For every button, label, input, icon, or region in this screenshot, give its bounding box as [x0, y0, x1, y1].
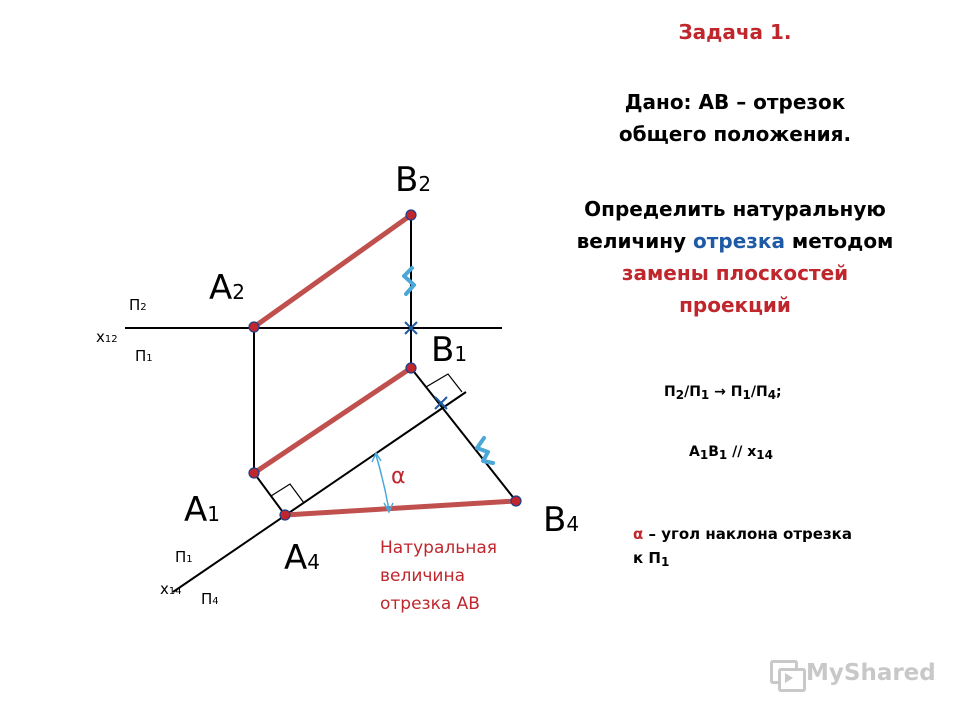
- segment-a1b1: [254, 368, 411, 473]
- formula1-a: П: [664, 384, 676, 400]
- task-line4: проекций: [679, 293, 791, 317]
- label-p4: [201, 590, 219, 608]
- label-p1-bottom-main: П: [175, 548, 187, 566]
- given-line2: общего положения.: [618, 122, 852, 146]
- label-p2-top-sub: 2: [140, 302, 147, 313]
- point-a2: [249, 322, 259, 332]
- link-line-a1-a4: [254, 473, 285, 515]
- true-length-line1: Натуральная: [380, 538, 498, 558]
- distance-squiggle-lower: [477, 438, 493, 463]
- task-line1: Определить натуральную: [584, 197, 886, 221]
- formula1-b: /П: [684, 384, 701, 400]
- label-p1-top-sub: 1: [146, 353, 153, 364]
- label-a4: [284, 538, 320, 578]
- label-a1: [184, 490, 220, 530]
- alpha-note-rest: – угол наклона отрезка: [643, 525, 852, 543]
- point-a1: [249, 468, 259, 478]
- label-x14-sub: 14: [168, 586, 182, 597]
- formula1-c-sub: 1: [742, 388, 751, 402]
- formula1-d-sub: 4: [767, 388, 777, 402]
- watermark-text: MyShared: [806, 660, 936, 686]
- formula1-end: ;: [776, 384, 782, 400]
- label-b1: [431, 330, 467, 370]
- true-length-line3: отрезка АВ: [380, 594, 480, 614]
- distance-squiggle-upper: [404, 268, 414, 294]
- task-line2-highlight: отрезка: [693, 229, 785, 253]
- label-b4: [543, 500, 579, 540]
- segment-a2b2: [254, 215, 411, 327]
- formula2-a: А: [689, 444, 700, 460]
- right-angle-mark-a: [271, 484, 304, 503]
- point-b4: [511, 496, 521, 506]
- label-b2: [395, 160, 431, 200]
- alpha-angle-arc: [376, 455, 389, 510]
- label-b1-sub: 1: [454, 342, 468, 366]
- label-a2-main: А: [209, 268, 233, 308]
- point-a4: [280, 510, 290, 520]
- label-a4-sub: 4: [307, 550, 320, 574]
- true-length-line2: величина: [380, 566, 466, 586]
- label-x12-main: х: [96, 328, 105, 346]
- task-title: Задача 1.: [678, 20, 792, 44]
- label-a2-sub: 2: [232, 280, 245, 304]
- label-a1-sub: 1: [207, 502, 220, 526]
- alpha-note-line2-text: к П: [633, 549, 661, 567]
- segment-a4b4: [285, 501, 516, 515]
- slides-logo-icon: [768, 656, 802, 690]
- label-b2-main: В: [395, 160, 419, 200]
- right-angle-mark-b: [426, 374, 462, 392]
- alpha-note: [633, 522, 852, 574]
- label-x14: [160, 580, 182, 598]
- label-p2-top: [129, 296, 147, 314]
- formula1-c: П: [730, 384, 743, 400]
- alpha-note-line2-sub: 1: [660, 555, 670, 569]
- label-p4-main: П: [201, 590, 213, 608]
- label-x14-main: х: [160, 580, 169, 598]
- task-line2-pre: величину: [576, 229, 694, 253]
- task-line3: замены плоскостей: [621, 261, 849, 285]
- label-p1-top: [135, 347, 153, 365]
- label-p1-bottom: [175, 548, 193, 566]
- true-length-note: [380, 534, 497, 618]
- label-x12-sub: 12: [104, 334, 118, 345]
- task-line2-post: методом: [784, 229, 894, 253]
- point-b1: [406, 363, 416, 373]
- given-line1: Дано: АВ – отрезок: [624, 90, 846, 114]
- label-a2: [209, 268, 245, 308]
- formula1-b-sub: 1: [700, 388, 710, 402]
- link-line-b1-b4: [411, 368, 516, 501]
- formula-plane-change: [664, 384, 782, 402]
- label-p1-top-main: П: [135, 347, 147, 365]
- formula2-b: В: [708, 444, 719, 460]
- alpha-note-line1: [633, 522, 852, 546]
- given-block: [560, 86, 910, 150]
- label-b1-main: В: [431, 330, 455, 370]
- alpha-note-symbol: α: [633, 525, 644, 543]
- label-p4-sub: 4: [212, 596, 219, 607]
- formula2-b-sub: 1: [718, 448, 728, 462]
- label-p2-top-main: П: [129, 296, 141, 314]
- task-block: [540, 193, 930, 321]
- label-b2-sub: 2: [418, 172, 432, 196]
- formula1-arrow: →: [709, 384, 731, 400]
- formula2-mid: // х: [727, 444, 757, 460]
- formula-parallel: [689, 444, 773, 462]
- formula2-a-sub: 1: [699, 448, 709, 462]
- watermark: [768, 656, 936, 690]
- label-b4-sub: 4: [566, 512, 580, 536]
- label-p1-bottom-sub: 1: [186, 554, 193, 565]
- formula2-mid-sub: 14: [756, 448, 773, 462]
- task-line2: [540, 225, 930, 257]
- point-b2: [406, 210, 416, 220]
- formula1-d: /П: [750, 384, 768, 400]
- formula1-a-sub: 2: [675, 388, 685, 402]
- label-a1-main: А: [184, 490, 208, 530]
- label-b4-main: В: [543, 500, 567, 540]
- label-a4-main: А: [284, 538, 308, 578]
- label-alpha: α: [391, 464, 406, 489]
- alpha-note-line2: [633, 546, 852, 574]
- label-x12: [96, 328, 118, 346]
